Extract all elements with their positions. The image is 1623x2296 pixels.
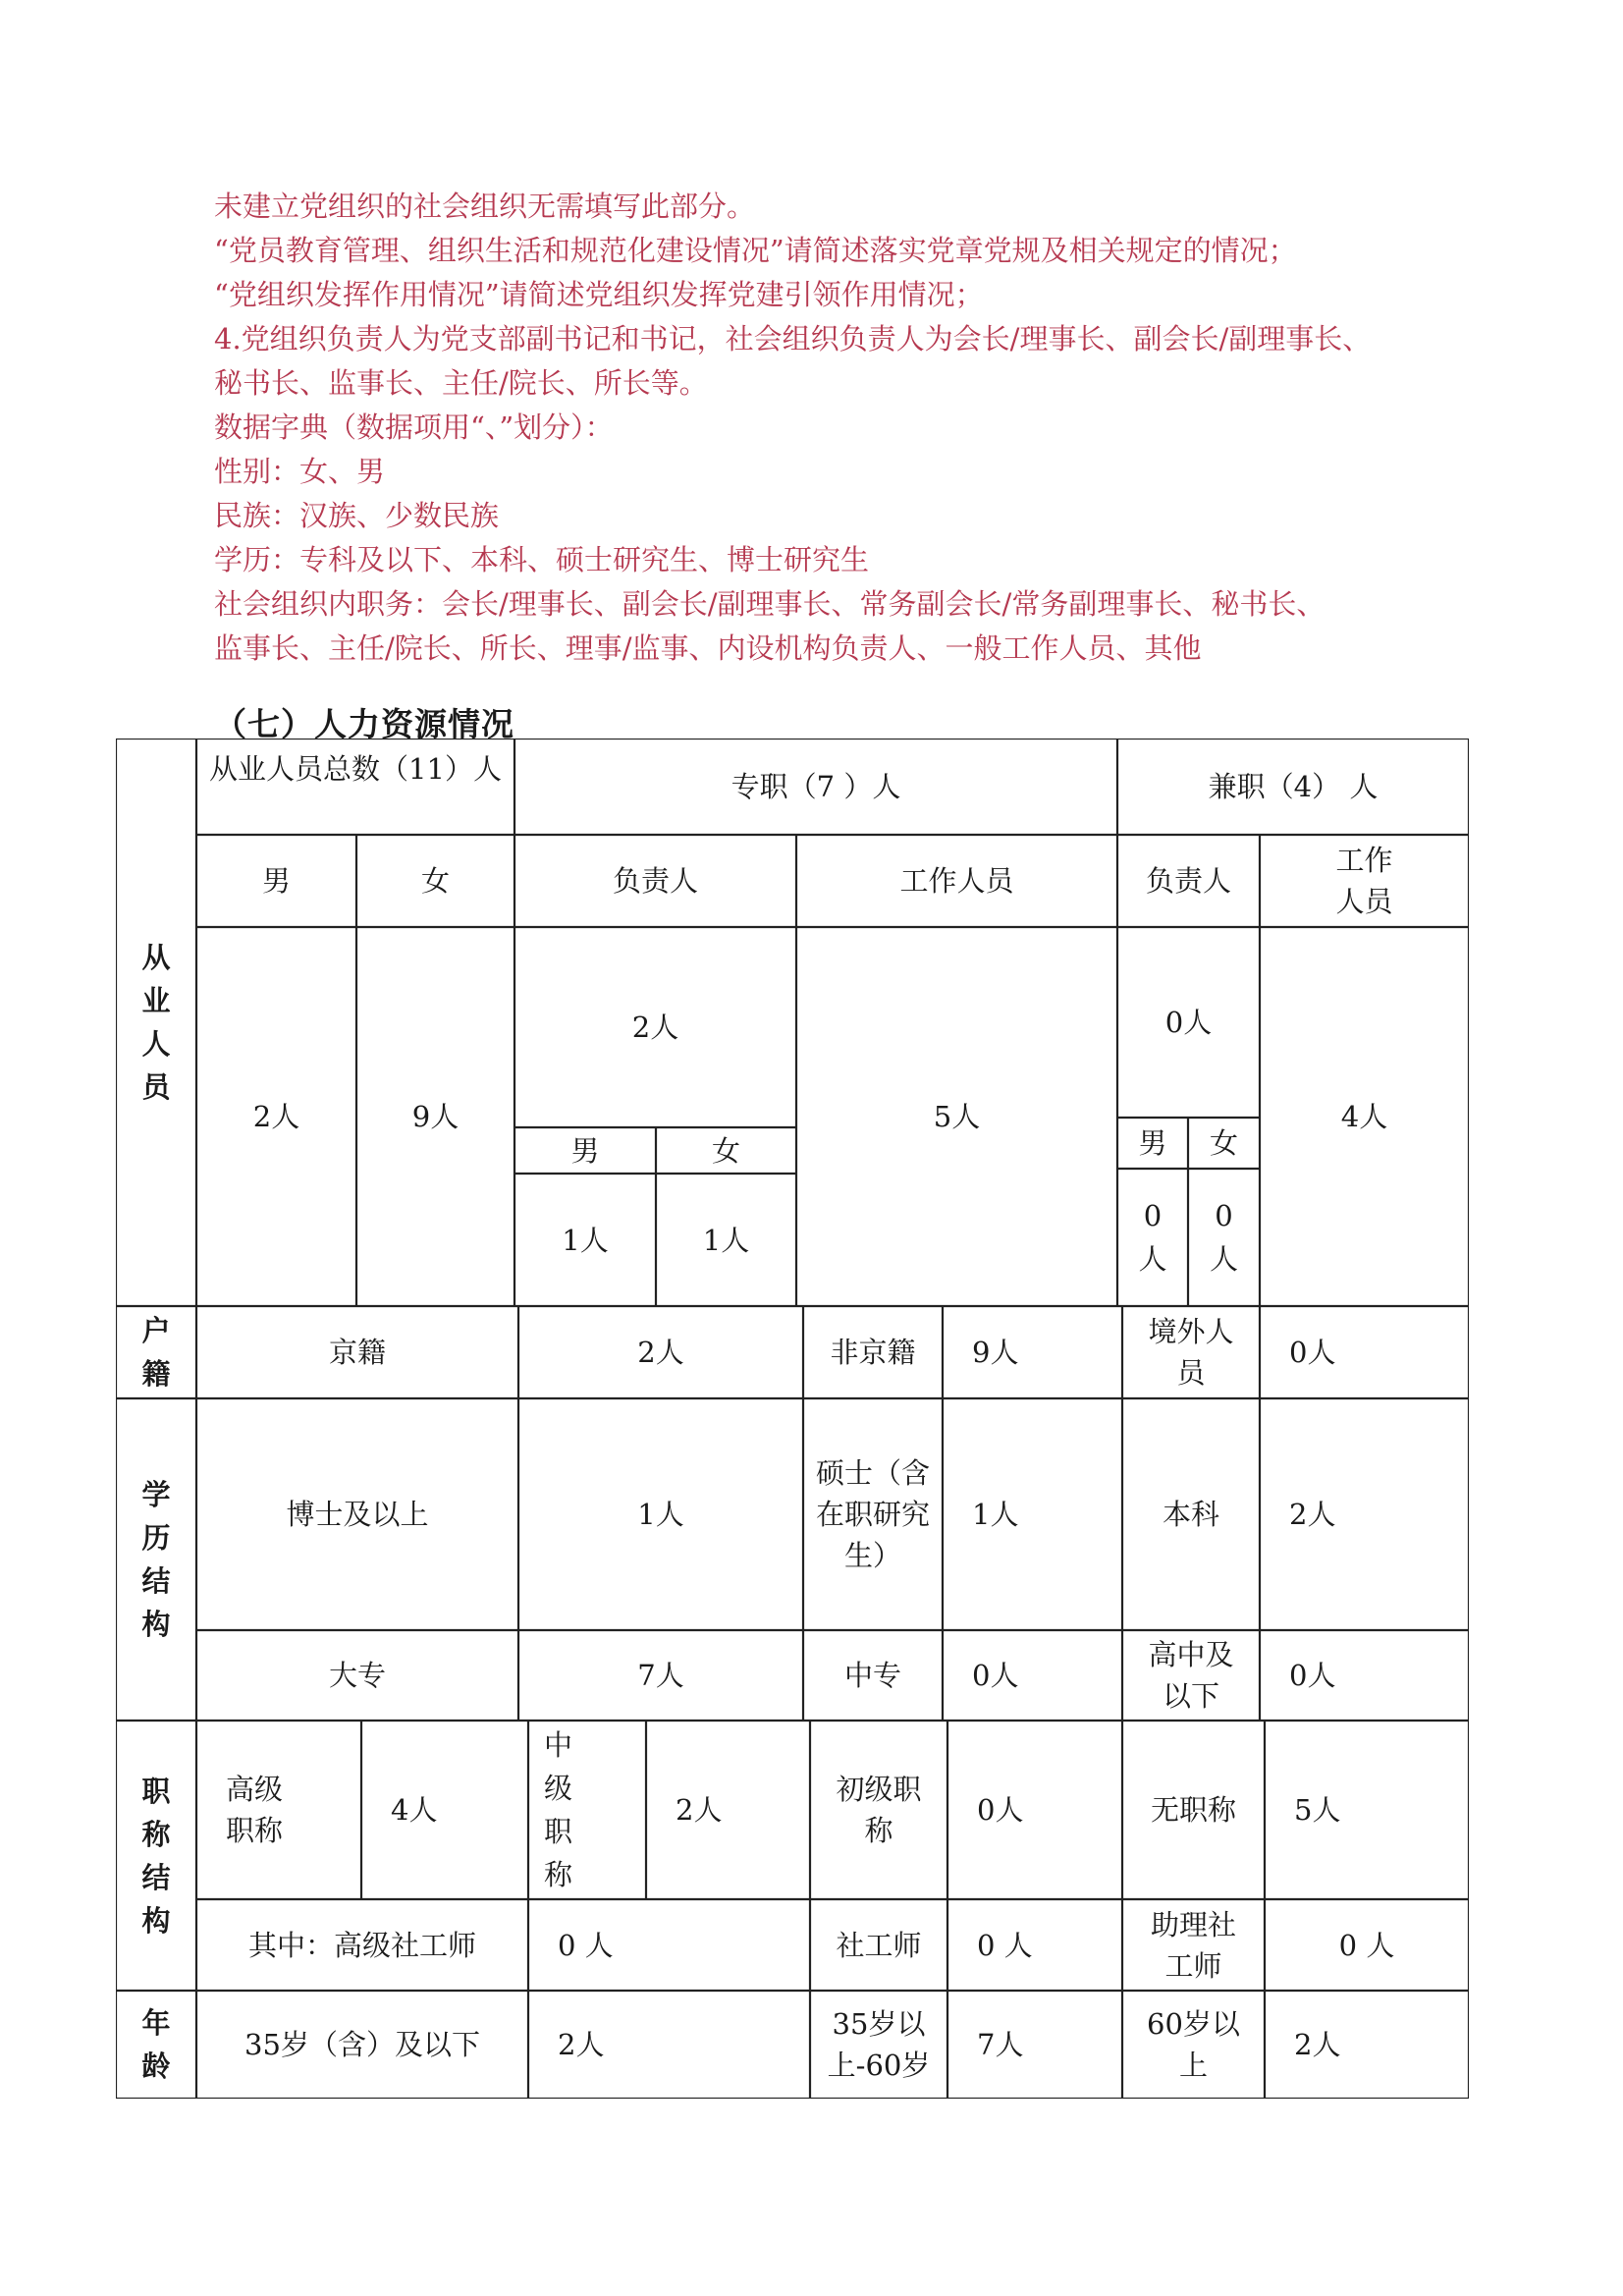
no-title-label: 无职称 (1150, 1793, 1236, 1827)
ft-leader-count: 2人 (631, 1011, 679, 1044)
parttime-header: 兼职（4） 人 (1208, 770, 1379, 803)
household-row-label: 户籍 (141, 1314, 171, 1391)
ft-leader-female-header: 女 (711, 1133, 740, 1168)
senior-social-worker-count: 0 人 (558, 1928, 614, 1962)
male-count: 2人 (252, 1100, 300, 1133)
non-beijing-count: 9人 (972, 1336, 1019, 1369)
master-label: 硕士（含在职研究生） (815, 1456, 930, 1572)
female-header: 女 (420, 864, 450, 898)
assistant-social-worker-count: 0 人 (1338, 1928, 1395, 1962)
overseas-label: 境外人员 (1148, 1315, 1234, 1390)
bachelor-count: 2人 (1289, 1498, 1336, 1531)
ft-leader-male-header: 男 (570, 1133, 600, 1168)
note-line: 数据字典（数据项用“、”划分）： (214, 410, 614, 444)
hr-table (116, 738, 1469, 2099)
non-beijing-label: 非京籍 (830, 1336, 916, 1369)
beijing-label: 京籍 (328, 1336, 386, 1369)
pt-leader-male-count: 0人 (1138, 1199, 1167, 1276)
staff-row-label: 从业人员 (141, 941, 171, 1104)
age-35-60-count: 7人 (977, 2028, 1024, 2061)
pt-worker-header: 工作人员 (1335, 844, 1393, 918)
ft-leader-female-count: 1人 (702, 1223, 750, 1257)
doctor-count: 1人 (637, 1498, 684, 1531)
master-count: 1人 (972, 1498, 1019, 1531)
pt-leader-female-count: 0人 (1210, 1199, 1239, 1276)
beijing-count: 2人 (637, 1336, 684, 1369)
senior-title-label: 高级职称 (226, 1773, 284, 1847)
female-count: 9人 (411, 1100, 460, 1133)
college-count: 7人 (637, 1659, 684, 1692)
note-line: 未建立党组织的社会组织无需填写此部分。 (214, 190, 756, 223)
age-under35-count: 2人 (558, 2028, 605, 2061)
note-line: “党组织发挥作用情况”请简述党组织发挥党建引领作用情况； (214, 278, 984, 311)
pt-leader-female-header: 女 (1209, 1126, 1238, 1160)
pt-worker-count: 4人 (1340, 1100, 1388, 1133)
note-line: 秘书长、监事长、主任/院长、所长等。 (214, 366, 708, 400)
note-line: 监事长、主任/院长、所长、理事/监事、内设机构负责人、一般工作人员、其他 (214, 631, 1202, 665)
note-line: 4.党组织负责人为党支部副书记和书记，社会组织负责人为会长/理事长、副会长/副理事长、 (214, 322, 1372, 355)
assistant-social-worker-label: 助理社工师 (1150, 1907, 1236, 1983)
age-over60-count: 2人 (1294, 2028, 1341, 2061)
age-over60-label: 60岁以上 (1147, 2007, 1240, 2082)
section-title: （七）人力资源情况 (214, 705, 514, 743)
pt-leader-count: 0人 (1164, 1006, 1213, 1039)
ft-leader-header: 负责人 (612, 864, 698, 898)
notes-block (214, 185, 1441, 671)
junior-title-label: 初级职称 (836, 1773, 922, 1847)
ft-worker-header: 工作人员 (899, 864, 1014, 898)
note-line: “党员教育管理、组织生活和规范化建设情况”请简述落实党章党规及相关规定的情况； (214, 234, 1297, 267)
technical-label: 中专 (843, 1659, 901, 1692)
social-worker-label: 社工师 (836, 1928, 922, 1962)
title-row-label: 职称结构 (141, 1774, 171, 1938)
junior-title-count: 0人 (977, 1793, 1024, 1827)
ft-worker-count: 5人 (933, 1100, 981, 1133)
ft-leader-male-count: 1人 (562, 1223, 609, 1257)
male-header: 男 (261, 864, 291, 898)
note-line: 学历：专科及以下、本科、硕士研究生、博士研究生 (214, 543, 870, 576)
age-35-60-label: 35岁以上-60岁 (827, 2007, 931, 2082)
note-line: 社会组织内职务：会长/理事长、副会长/副理事长、常务副会长/常务副理事长、秘书长、 (214, 587, 1325, 621)
highschool-label: 高中及以下 (1148, 1638, 1234, 1713)
note-line: 性别：女、男 (214, 455, 386, 488)
social-worker-count: 0 人 (977, 1928, 1033, 1962)
pt-leader-header: 负责人 (1145, 864, 1231, 898)
no-title-count: 5人 (1294, 1793, 1341, 1827)
technical-count: 0人 (972, 1659, 1019, 1692)
senior-social-worker-label: 其中：高级社工师 (247, 1928, 476, 1962)
senior-title-count: 4人 (391, 1793, 438, 1827)
bachelor-label: 本科 (1162, 1498, 1219, 1531)
age-row-label: 年龄 (141, 2006, 171, 2083)
college-label: 大专 (328, 1659, 386, 1692)
note-line: 民族：汉族、少数民族 (214, 499, 500, 532)
middle-title-label: 中级职称 (544, 1728, 573, 1891)
middle-title-count: 2人 (676, 1793, 723, 1827)
total-staff-header: 从业人员总数（11）人 (209, 752, 502, 786)
age-under35-label: 35岁（含）及以下 (244, 2028, 480, 2061)
highschool-count: 0人 (1289, 1659, 1336, 1692)
fulltime-header: 专职（7 ）人 (730, 770, 901, 803)
doctor-label: 博士及以上 (286, 1498, 429, 1531)
pt-leader-male-header: 男 (1138, 1126, 1167, 1160)
overseas-count: 0人 (1289, 1336, 1336, 1369)
education-row-label: 学历结构 (141, 1478, 171, 1641)
